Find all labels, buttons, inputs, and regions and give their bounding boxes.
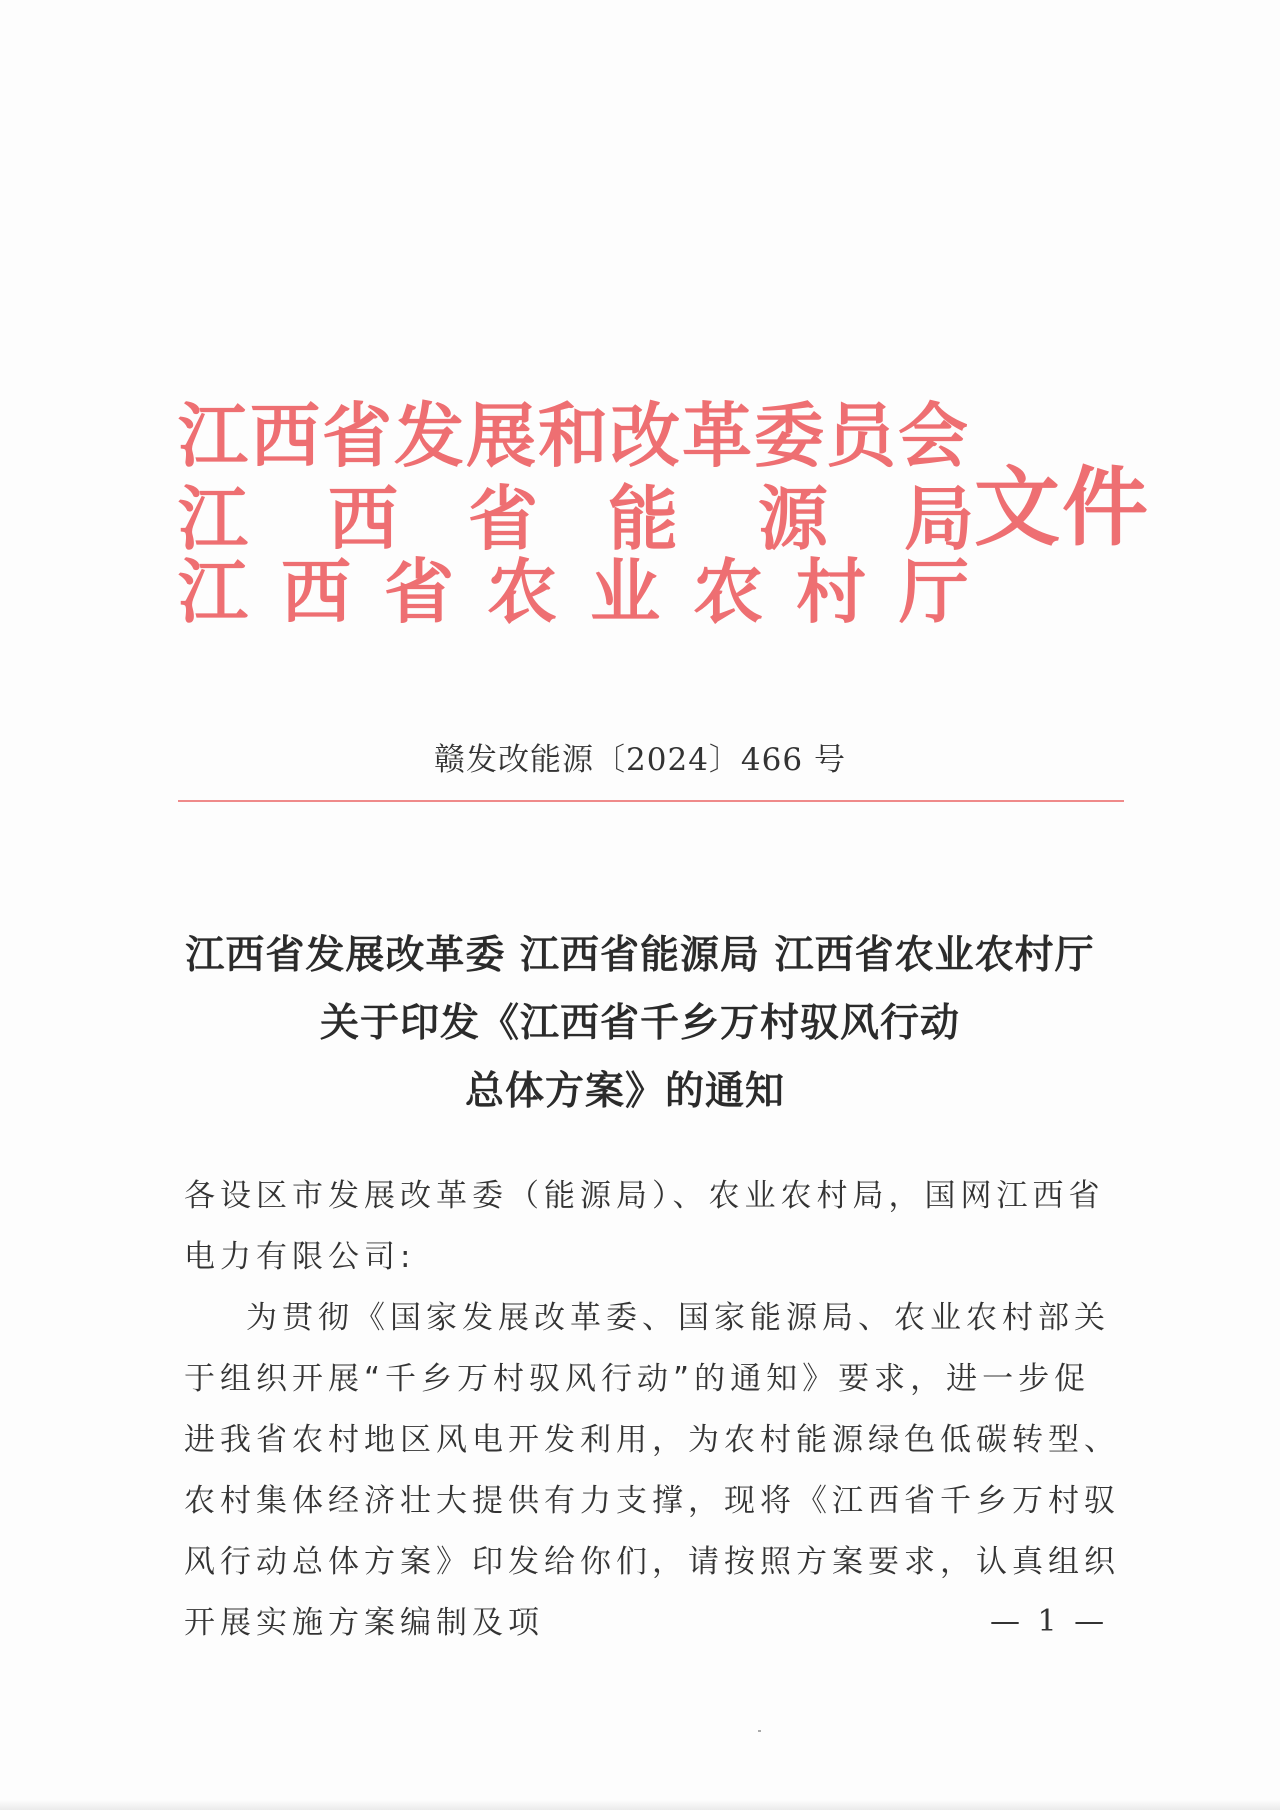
title-line-3: 总体方案》的通知 xyxy=(464,1068,785,1114)
page-number: — 1 — xyxy=(990,1604,1109,1639)
paragraph-1: 为贯彻《国家发展改革委、国家能源局、农业农村部关于组织开展“千乡万村驭风行动”的通知》要求，进一步促进我省农村地区风电开发利用，为农村能源绿色低碳转型、农村集体经济壮大提供有力支撑，现将《江西省千乡万村驭风行动总体方案》印发给你们，请按照方案要求，认真组织开展实施方案编制及项 xyxy=(184,1300,1120,1641)
issuer-line-2 xyxy=(178,457,1150,560)
issuer-line-3-char: 农 xyxy=(693,550,763,633)
issuer-line-2-char: 能 xyxy=(608,477,678,560)
issuer-line-3-char: 西 xyxy=(281,550,351,633)
issuer-line-3-char: 省 xyxy=(384,550,454,633)
salutation: 各设区市发展改革委（能源局）、农业农村局，国网江西省电力有限公司: xyxy=(184,1178,1105,1275)
document-type-label: 文件 xyxy=(974,457,1150,558)
document-number: 赣发改能源〔2024〕466 号 xyxy=(434,742,846,778)
title-line-1: 江西省发展改革委 江西省能源局 江西省农业农村厅 xyxy=(185,932,1095,978)
issuer-line-3-char: 江 xyxy=(178,550,248,633)
page-edge-shadow xyxy=(0,1800,1280,1810)
issuer-line-2-char: 江 xyxy=(178,477,248,560)
issuer-line-2-char: 西 xyxy=(328,477,398,560)
issuer-line-1: 江西省发展和改革委员会 xyxy=(178,394,970,477)
issuer-line-3-char: 村 xyxy=(796,550,866,633)
scan-artifact xyxy=(758,1730,761,1732)
body-paragraph xyxy=(184,1288,1126,1654)
issuer-line-3 xyxy=(178,552,969,632)
red-separator-rule xyxy=(178,800,1124,802)
issuer-line-3-char: 厅 xyxy=(899,550,969,633)
issuer-line-3-char: 业 xyxy=(590,550,660,633)
issuer-line-2-char: 源 xyxy=(758,477,828,560)
issuer-line-2-char: 局 xyxy=(904,477,974,560)
title-line-2: 关于印发《江西省千乡万村驭风行动 xyxy=(319,1000,960,1046)
issuer-line-3-char: 农 xyxy=(487,550,557,633)
issuer-line-2-char: 省 xyxy=(468,477,538,560)
